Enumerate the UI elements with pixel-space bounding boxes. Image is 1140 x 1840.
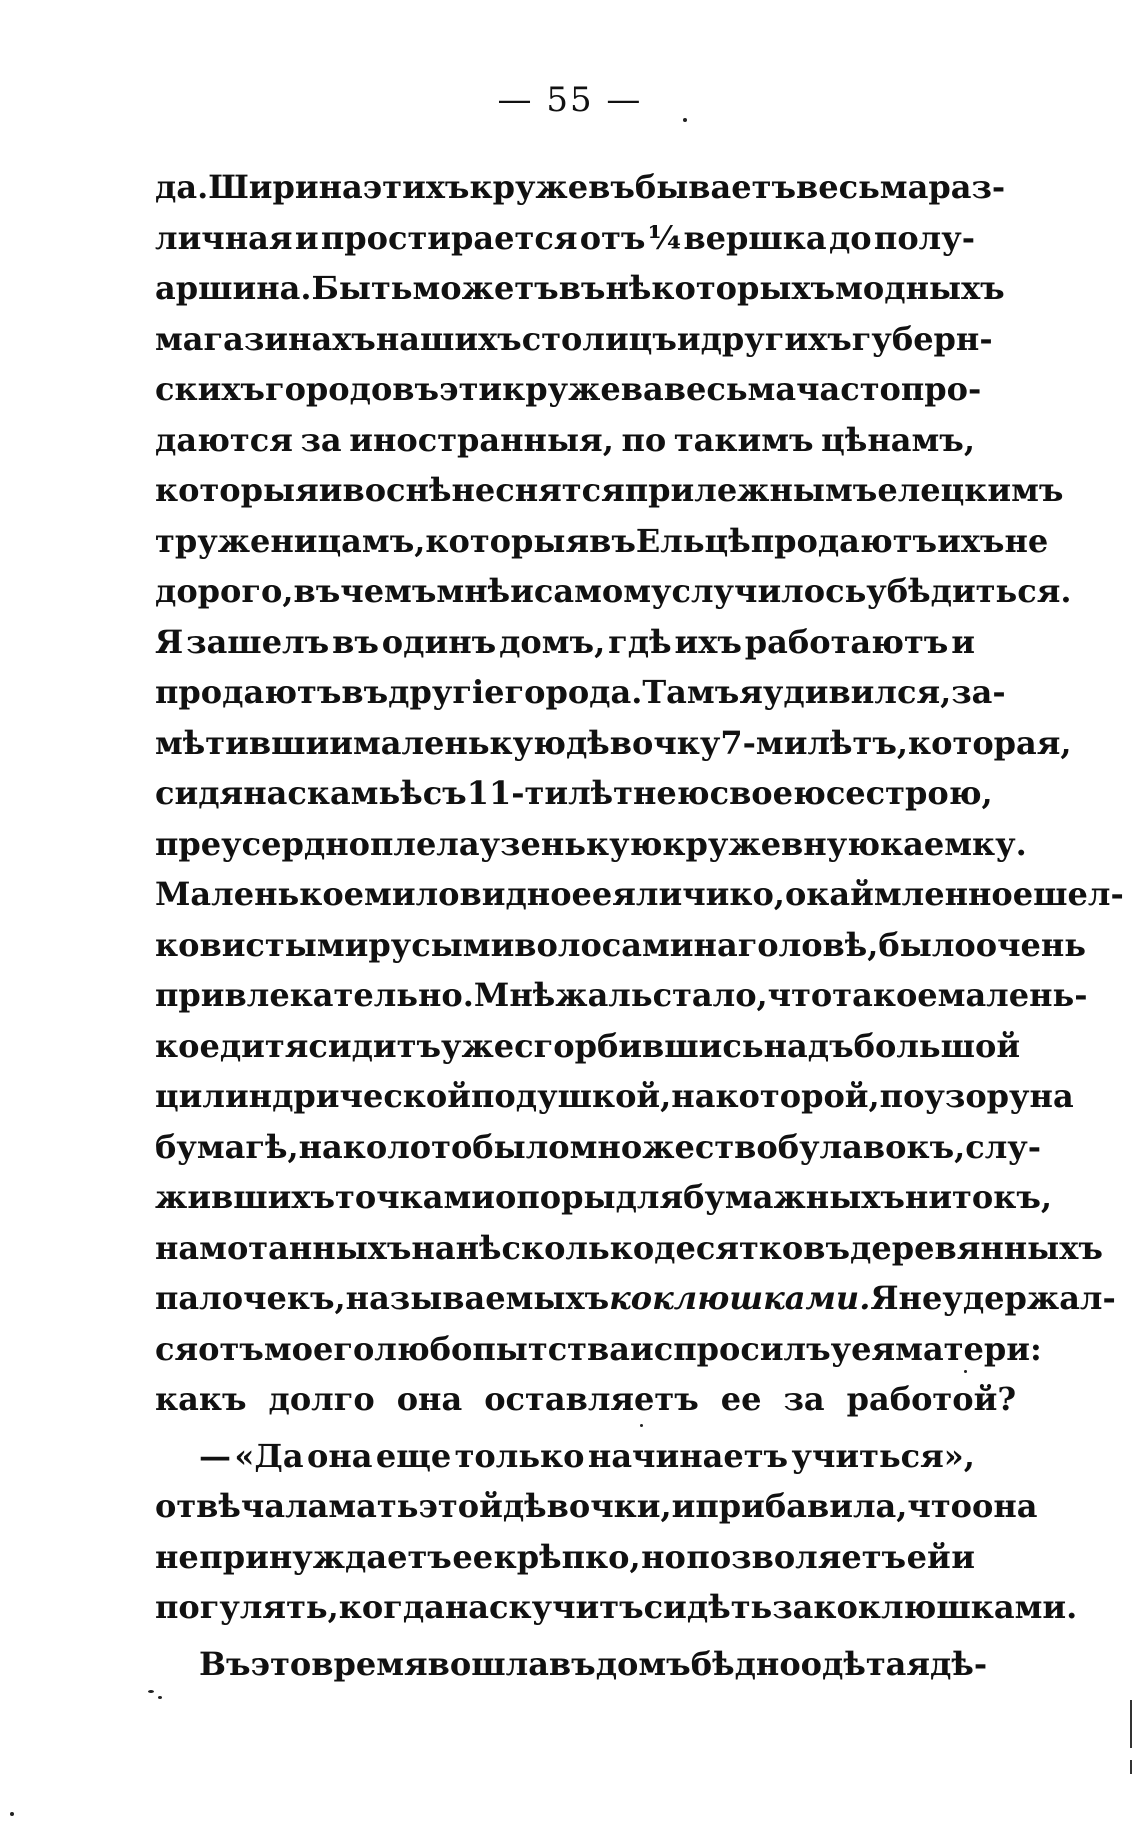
text-line (155, 1582, 1078, 1633)
word: очень (975, 925, 1087, 964)
word: и (294, 218, 319, 257)
word: дѣвочки, (502, 1487, 672, 1525)
word: цѣнамъ, (821, 420, 975, 459)
word: мѣтивши (155, 723, 330, 762)
word: и (671, 1487, 696, 1525)
word: Быть (311, 269, 413, 307)
word: палочекъ, (155, 1279, 346, 1317)
word: малень- (937, 976, 1088, 1014)
text-line (155, 869, 1124, 920)
word: которой, (715, 1077, 880, 1115)
word: дѣ- (930, 1644, 988, 1683)
word: которая, (908, 723, 1072, 762)
word: Я (870, 1279, 899, 1317)
word: оставляетъ (484, 1380, 699, 1418)
word: работаютъ (744, 622, 949, 661)
word: она (306, 1436, 373, 1475)
word: отъ (198, 1329, 264, 1368)
text-line (155, 1431, 975, 1482)
word: точками (335, 1178, 495, 1216)
word: городовъ (264, 370, 440, 408)
word: продаютъ (155, 673, 342, 711)
word: головѣ, (737, 925, 879, 964)
word: весьма (663, 370, 797, 408)
word: для (615, 1178, 684, 1216)
word: плела (369, 824, 480, 863)
text-line (155, 415, 975, 466)
word: и (951, 622, 975, 661)
word: по (621, 420, 667, 459)
word: слу- (965, 1127, 1042, 1166)
text-line (155, 970, 1088, 1021)
word: дѣвочку (565, 723, 721, 762)
word: убѣдиться. (866, 572, 1072, 610)
word: Я (155, 622, 184, 661)
word: полу- (873, 218, 975, 257)
text-line (155, 1172, 1053, 1223)
text-line (155, 516, 1049, 567)
word: было (472, 1127, 570, 1166)
word: домъ (595, 1644, 691, 1683)
word: надъ (763, 1026, 854, 1065)
word: ее (720, 1380, 762, 1418)
word: Ельцѣ (635, 521, 751, 560)
word: коклюшками. (813, 1588, 1078, 1626)
text-line (155, 1122, 1042, 1173)
scan-speck (964, 1370, 967, 1373)
word: которыя (425, 521, 590, 560)
word: деревянныхъ (850, 1228, 1103, 1267)
word: на (411, 1228, 456, 1267)
word: погулять, (155, 1588, 339, 1626)
text-line (155, 1481, 1038, 1532)
word: въ (589, 521, 636, 560)
word: «Да (234, 1436, 304, 1475)
word: 11-ти (466, 774, 569, 812)
word: удивился, (762, 673, 952, 711)
word: удержал- (942, 1279, 1116, 1317)
text-line (155, 263, 1005, 314)
scan-edge-mark (1130, 1760, 1132, 1774)
word: лѣтъ, (807, 723, 909, 762)
word: ихъ (674, 622, 742, 661)
text-line (155, 920, 1087, 971)
word: мать (328, 1487, 419, 1525)
word: не (898, 1279, 943, 1317)
scan-speck (10, 1812, 14, 1816)
word: подушкой, (470, 1077, 672, 1115)
word: намотанныхъ (155, 1228, 412, 1267)
word: спросилъ (653, 1329, 831, 1368)
text-line (155, 213, 975, 264)
word: чемъ (340, 572, 437, 610)
word: такимъ (673, 420, 814, 459)
word: уже (441, 1026, 515, 1065)
word: называемыхъ (345, 1279, 610, 1317)
word: время (311, 1644, 428, 1683)
word: наколото (298, 1127, 473, 1166)
word: коклюшками. (609, 1279, 871, 1317)
word: жаль (555, 976, 653, 1014)
text-line (155, 667, 1006, 718)
word: позволяетъ (686, 1537, 907, 1576)
word: принуждаетъ (199, 1537, 452, 1576)
text-line (155, 1021, 1021, 1072)
word: на (693, 925, 738, 964)
word: у (830, 1329, 852, 1368)
body-text (155, 162, 1124, 1689)
word: кружева (502, 370, 664, 408)
word: моего (263, 1329, 375, 1368)
word: во (342, 471, 387, 509)
word: нѣсколько (455, 1228, 655, 1267)
word: модныхъ (835, 269, 1005, 307)
text-line (155, 1273, 1116, 1324)
text-line (155, 465, 1064, 516)
word: любопытства (374, 1329, 630, 1368)
word: сгорбившись (514, 1026, 764, 1065)
text-line (155, 617, 975, 668)
word: ее (452, 1537, 494, 1576)
word: Тамъ (642, 673, 740, 711)
word: прибавила, (695, 1487, 908, 1525)
scan-speck (148, 1690, 154, 1693)
text-line (155, 1324, 1042, 1375)
word: нитокъ, (904, 1178, 1053, 1216)
word: крѣпко, (493, 1537, 641, 1576)
word: магазинахъ (155, 319, 376, 358)
word: продаютъ (750, 521, 938, 560)
word: и (676, 319, 701, 358)
word: стало, (652, 976, 768, 1014)
word: шел- (1033, 875, 1124, 913)
word: кое (155, 1026, 220, 1065)
word: сидя (155, 774, 244, 812)
word: кружевную (662, 824, 880, 863)
word: булавокъ, (777, 1127, 966, 1166)
word: ея (591, 875, 636, 913)
word: множество (569, 1127, 778, 1166)
word: сидитъ (308, 1026, 441, 1065)
word: снятся (495, 471, 625, 509)
word: часто (796, 370, 901, 408)
word: до (828, 218, 872, 257)
word: по (879, 1077, 925, 1115)
word: и (629, 1329, 654, 1368)
word: наскучитъ (444, 1588, 644, 1626)
word: про- (900, 370, 982, 408)
word: труженицамъ, (155, 521, 426, 560)
text-line (155, 819, 1027, 870)
word: зашелъ (186, 622, 330, 661)
word: мнѣ (436, 572, 511, 610)
word: въ (293, 572, 341, 610)
word: домъ, (499, 622, 606, 661)
word: самому (533, 572, 672, 610)
word: ихъ (937, 521, 1005, 560)
word: ковистыми (155, 925, 369, 964)
word: аршина. (155, 269, 312, 307)
word: снѣ (386, 471, 452, 509)
text-line (155, 718, 1072, 769)
word: другіе (388, 673, 505, 711)
word: и (318, 471, 343, 509)
word: другихъ (700, 319, 852, 358)
word: бумагѣ, (155, 1127, 299, 1166)
text-line (155, 1532, 975, 1583)
word: въ (558, 269, 606, 307)
word: только (454, 1436, 585, 1475)
text-line (155, 1223, 1103, 1274)
word: за (772, 1588, 814, 1626)
word: за- (951, 673, 1006, 711)
word: эти (439, 370, 503, 408)
word: сестрою, (825, 774, 993, 812)
word: этихъ (362, 168, 470, 206)
word: не (155, 1537, 199, 1576)
word: въ (341, 673, 389, 711)
word: но (641, 1537, 686, 1576)
word: весьма (796, 168, 929, 206)
word: каемку. (880, 824, 1027, 863)
word: за (300, 420, 342, 459)
word: преусердно (155, 824, 370, 863)
word: одѣтая (800, 1644, 931, 1683)
word: Мнѣ (473, 976, 556, 1014)
word: волосами (514, 925, 694, 964)
word: губерн- (851, 319, 993, 358)
word: и (951, 1537, 975, 1576)
word: жившихъ (155, 1178, 336, 1216)
word: кружевъ (469, 168, 635, 206)
word: одинъ (381, 622, 497, 661)
word: бумажныхъ (683, 1178, 905, 1216)
word: я (739, 673, 763, 711)
word: на (1029, 1077, 1074, 1115)
word: вершка (683, 218, 827, 257)
word: съ (422, 774, 467, 812)
word: — (199, 1436, 231, 1475)
word: нѣкоторыхъ (605, 269, 836, 307)
word: лѣтнею (568, 774, 710, 812)
word: матери: (895, 1329, 1042, 1368)
word: на (243, 774, 288, 812)
word: она (971, 1487, 1038, 1525)
text-line (155, 1071, 1074, 1122)
word: города. (504, 673, 643, 711)
text-line (155, 566, 1072, 617)
word: въ (332, 622, 379, 661)
word: этой (418, 1487, 503, 1525)
word: когда (338, 1588, 445, 1626)
word: вошла (427, 1644, 549, 1683)
word: не (451, 471, 496, 509)
word: въ (548, 1644, 596, 1683)
word: десятковъ (654, 1228, 851, 1267)
word: отъ (579, 218, 646, 257)
word: и (510, 572, 534, 610)
word: миловидное (364, 875, 592, 913)
word: ся (155, 1329, 199, 1368)
word: ей (906, 1537, 951, 1576)
word: столицъ (521, 319, 677, 358)
word: бѣдно (690, 1644, 801, 1683)
word: можетъ (412, 269, 559, 307)
word: ея (851, 1329, 896, 1368)
word: дитя (219, 1026, 309, 1065)
word: ¼ (647, 218, 682, 257)
word: иностранныя, (349, 420, 614, 459)
text-line (155, 162, 1006, 213)
word: какъ (155, 1380, 247, 1418)
text-line (155, 1639, 988, 1690)
word: окаймленное (784, 875, 1034, 913)
word: на (671, 1077, 716, 1115)
scan-speck (640, 1424, 643, 1427)
word: привлекательно. (155, 976, 474, 1014)
word: еще (375, 1436, 452, 1475)
word: даются (155, 420, 293, 459)
word: опоры (495, 1178, 616, 1216)
word: что (907, 1487, 972, 1525)
word: прилежнымъ (624, 471, 878, 509)
text-line (155, 314, 993, 365)
text-line (155, 364, 982, 415)
word: начинаетъ (587, 1436, 789, 1475)
word: дорого, (155, 572, 294, 610)
word: скамьѣ (287, 774, 423, 812)
word: и (329, 723, 353, 762)
word: русыми (368, 925, 515, 964)
word: нашихъ (375, 319, 522, 358)
word: отвѣчала (155, 1487, 329, 1525)
word: которыя (155, 471, 319, 509)
word: долго (268, 1380, 375, 1418)
word: елецкимъ (877, 471, 1064, 509)
word: такое (832, 976, 938, 1014)
word: случилось (671, 572, 867, 610)
word: сидѣть (643, 1588, 773, 1626)
word: большой (853, 1026, 1021, 1065)
word: Въ (199, 1644, 251, 1683)
word: раз- (928, 168, 1006, 206)
word: узенькую (479, 824, 663, 863)
word: скихъ (155, 370, 265, 408)
scan-edge-mark (1130, 1700, 1132, 1748)
word: бываетъ (634, 168, 796, 206)
word: учиться», (791, 1436, 975, 1475)
word: личная (155, 218, 293, 257)
page-number: — 55 — (497, 80, 643, 120)
word: это (250, 1644, 312, 1683)
word: за (783, 1380, 825, 1418)
text-line (155, 1374, 1017, 1425)
word: что (767, 976, 833, 1014)
word: Маленькое (155, 875, 365, 913)
word: гдѣ (608, 622, 672, 661)
word: она (396, 1380, 463, 1418)
word: да. (155, 168, 209, 206)
word: маленькую (352, 723, 566, 762)
word: Ширина (208, 168, 363, 206)
word: цилиндрической (155, 1077, 471, 1115)
word: было (878, 925, 976, 964)
word: своею (709, 774, 826, 812)
text-line (155, 768, 993, 819)
word: простирается (320, 218, 578, 257)
word: узору (924, 1077, 1030, 1115)
word: не (1004, 521, 1049, 560)
scan-speck (158, 1696, 162, 1699)
word: личико, (635, 875, 785, 913)
word: 7-ми (720, 723, 808, 762)
scan-speck (683, 118, 687, 122)
word: работой? (846, 1380, 1017, 1418)
